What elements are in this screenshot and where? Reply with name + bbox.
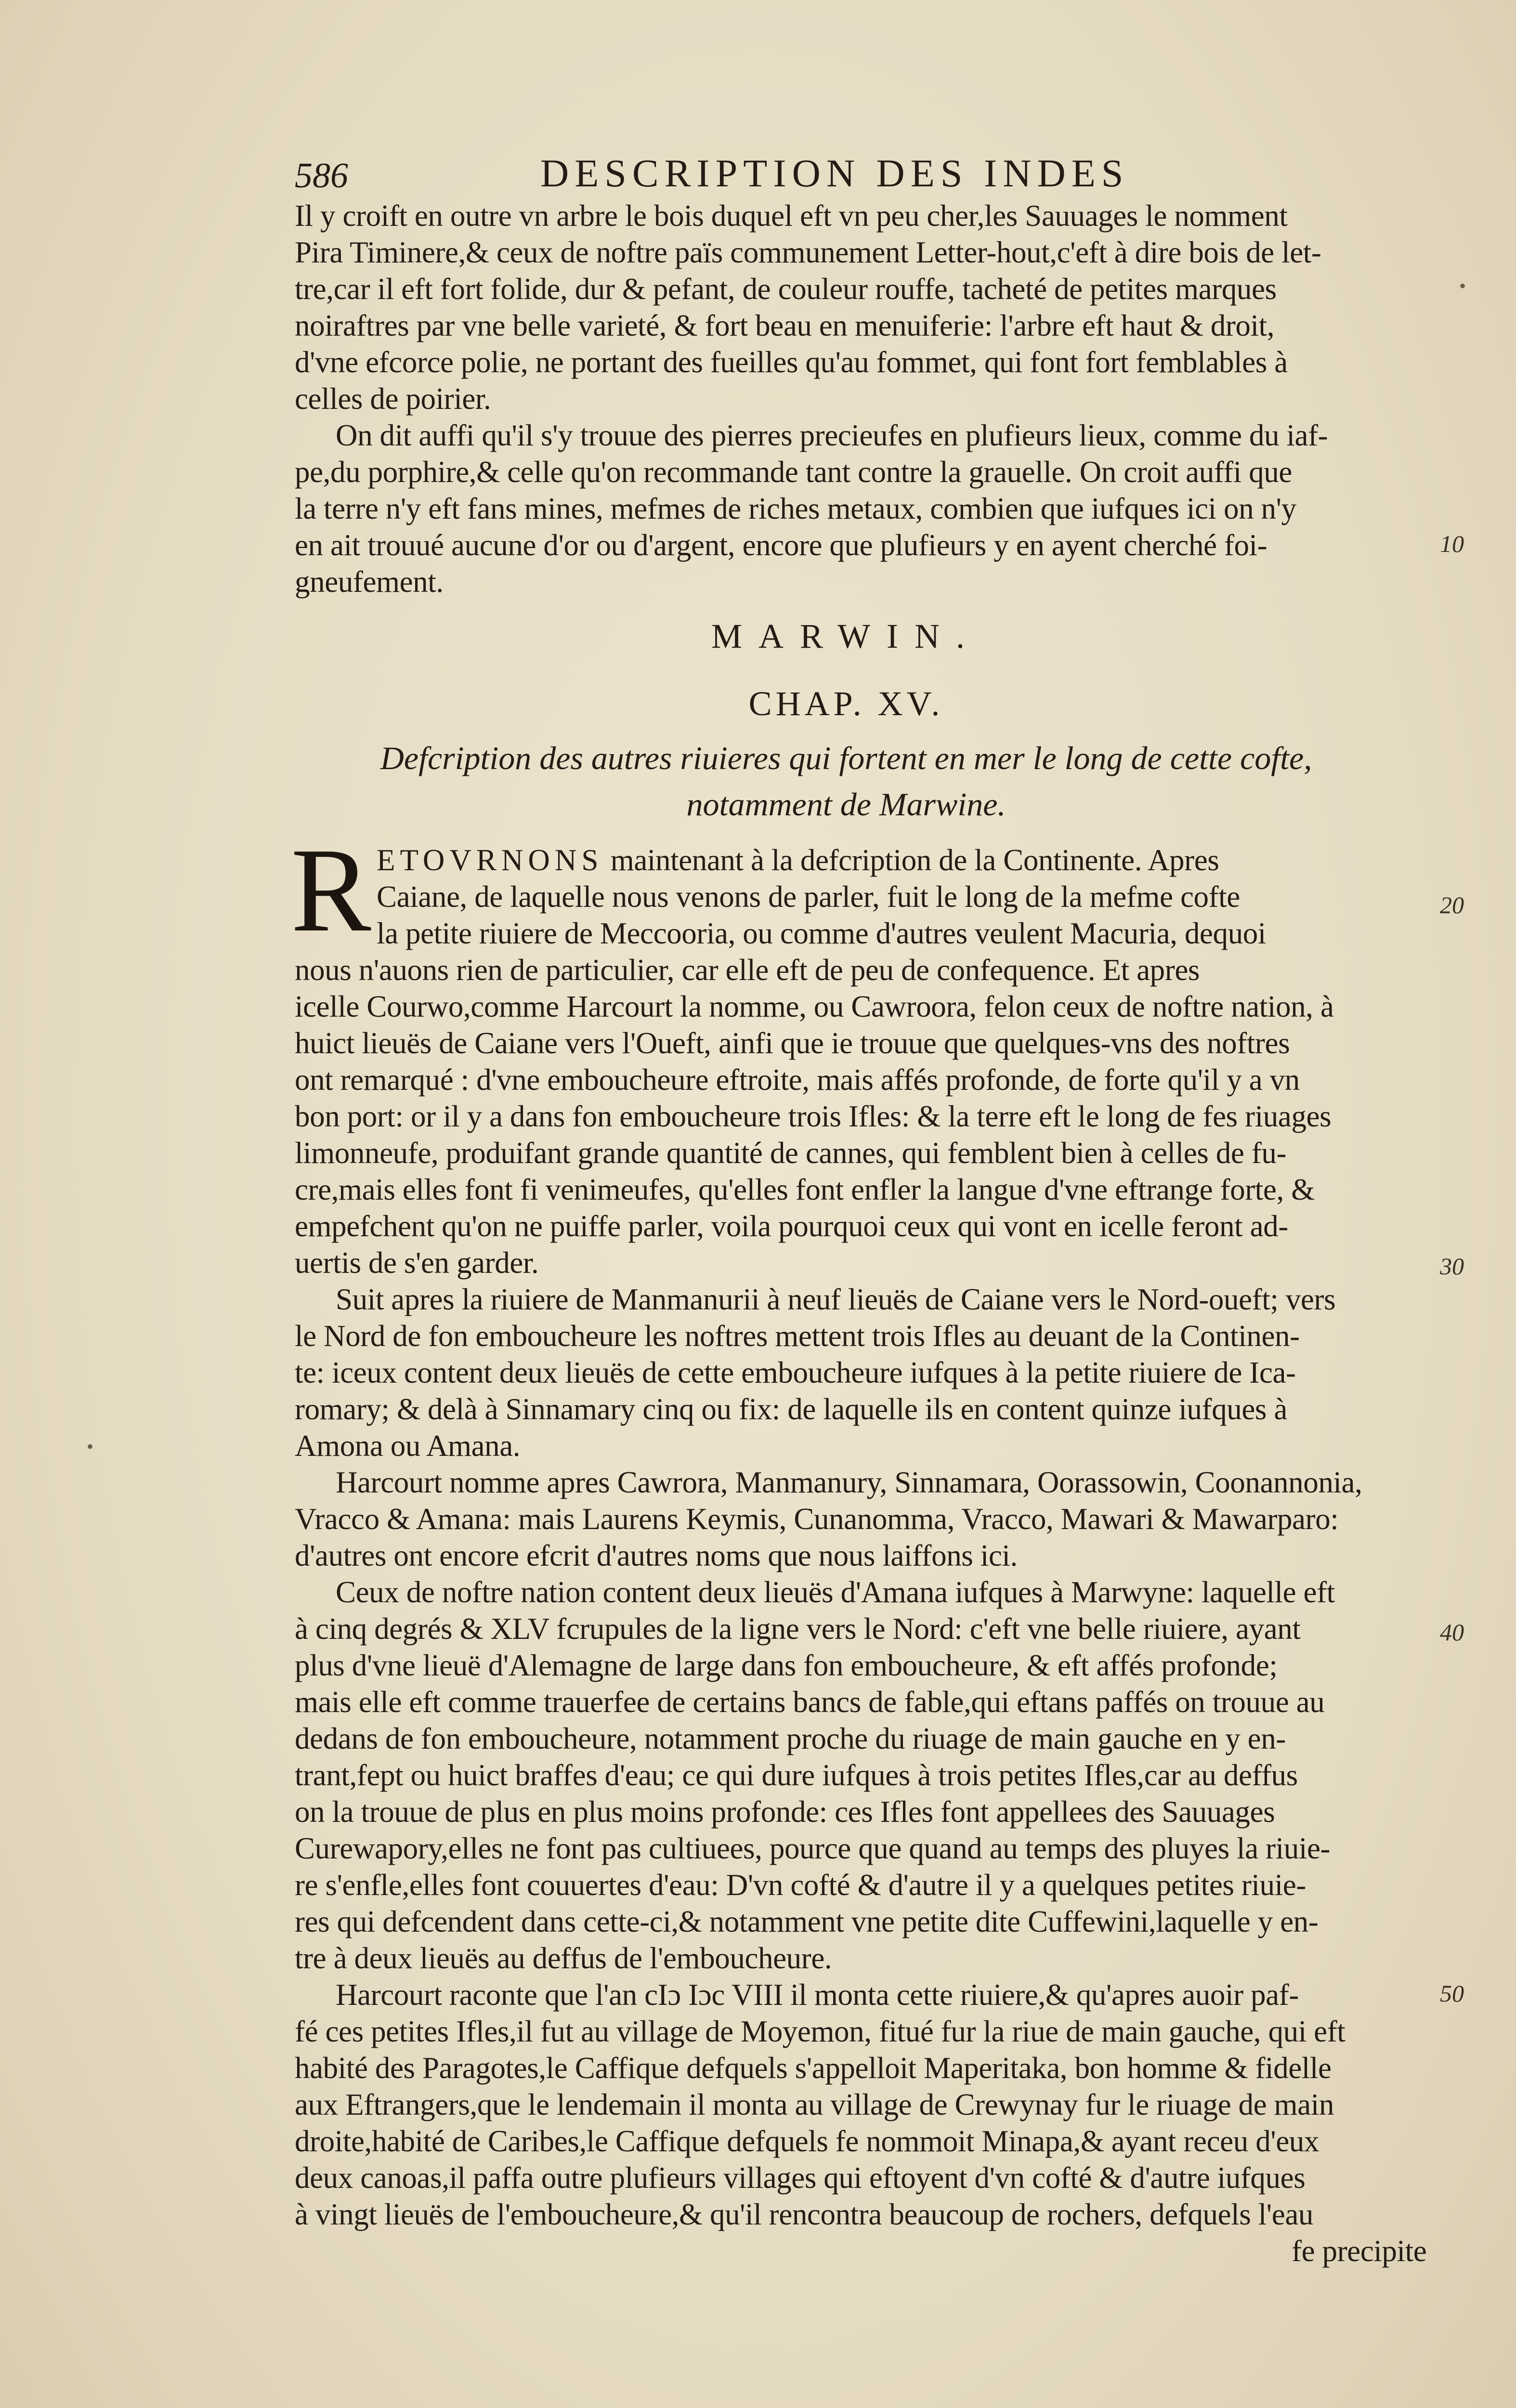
text-line — [295, 842, 1479, 878]
text-line: aux Eftrangers,que le lendemain il monta au village de Crewynay fur le riuage de main — [295, 2088, 1334, 2121]
text-line: ont remarqué : d'vne emboucheure eftroite, mais affés profonde, de forte qu'il y a vn — [295, 1063, 1300, 1097]
text-line: celles de poirier. — [295, 382, 491, 416]
paragraph-7 — [295, 1976, 1479, 2233]
text-line: mais elle eft comme trauerfee de certains bancs de fable,qui eftans paffés on trouue au — [295, 1685, 1325, 1719]
text-line: deux canoas,il paffa outre plufieurs villages qui eftoyent d'vn cofté & d'autre iufques — [295, 2161, 1306, 2195]
text-line: te: iceux content deux lieuës de cette emboucheure iufques à la petite riuiere de Ica- — [295, 1356, 1296, 1389]
catchword: fe precipite — [1292, 2234, 1427, 2268]
paragraph-1 — [295, 197, 1479, 417]
margin-line-number: 20 — [1440, 891, 1464, 918]
text-line: Caiane, de laquelle nous venons de parler, fuit le long de la mefme cofte — [377, 880, 1240, 914]
chapter-number: CHAP. XV. — [748, 684, 944, 723]
chapter-subtitle-line: notamment de Marwine. — [686, 786, 1006, 823]
text-line: d'autres ont encore efcrit d'autres noms que nous laiffons ici. — [295, 1539, 1018, 1572]
folio-number: 586 — [295, 156, 348, 196]
text-line: en ait trouué aucune d'or ou d'argent, encore que plufieurs y en ayent cherché foi- — [295, 528, 1268, 562]
paragraph-5 — [295, 1464, 1479, 1574]
margin-line-number: 10 — [1440, 530, 1464, 557]
paragraph-2 — [295, 417, 1479, 600]
text-line: cre,mais elles font fi venimeufes, qu'elles font enfler la langue d'vne eftrange forte, & — [295, 1173, 1315, 1206]
text-line: fé ces petites Ifles,il fut au village de Moyemon, fitué fur la riue de main gauche, qui eft — [295, 2015, 1346, 2048]
text-line: tre,car il eft fort folide, dur & pefant, de couleur rouffe, tacheté de petites marques — [295, 272, 1277, 306]
text-line: Ceux de noftre nation content deux lieuës d'Amana iufques à Marwyne: laquelle eft — [336, 1575, 1335, 1609]
text-line: romary; & delà à Sinnamary cinq ou fix: de laquelle ils en content quinze iufques à — [295, 1392, 1287, 1426]
text-line: nous n'auons rien de particulier, car elle eft de peu de confequence. Et apres — [295, 953, 1200, 987]
text-line: trant,fept ou huict braffes d'eau; ce qui dure iufques à trois petites Ifles,car au deffus — [295, 1758, 1298, 1792]
margin-line-number: 50 — [1440, 1980, 1464, 2007]
ink-speck-icon: • — [87, 1436, 94, 1457]
text-line: pe,du porphire,& celle qu'on recommande tant contre la grauelle. On croit auffi que — [295, 455, 1292, 489]
text-line: Curewapory,elles ne font pas cultiuees, pource que quand au temps des pluyes la riuie- — [295, 1832, 1331, 1865]
text-line: Suit apres la riuiere de Manmanurii à neuf lieuës de Caiane vers le Nord-oueft; vers — [336, 1283, 1336, 1316]
text-line: Vracco & Amana: mais Laurens Keymis, Cunanomma, Vracco, Mawari & Mawarparo: — [295, 1502, 1339, 1536]
text-line: Il y croift en outre vn arbre le bois duquel eft vn peu cher,les Sauuages le nomment — [295, 199, 1288, 233]
text-line: habité des Paragotes,le Caffique defquels s'appelloit Maperitaka, bon homme & fidelle — [295, 2051, 1332, 2085]
text-line: noiraftres par vne belle varieté, & fort beau en menuiferie: l'arbre eft haut & droit, — [295, 309, 1275, 342]
lead-in-text: ETOVRNONS — [377, 843, 603, 877]
paragraph-3 — [291, 824, 1479, 1281]
text-line-rest: maintenant à la defcription de la Continente. Apres — [603, 843, 1219, 877]
text-line: Harcourt raconte que l'an cIɔ Iɔc VIII il monta cette riuiere,& qu'apres auoir paf- — [336, 1978, 1299, 2012]
text-line: dedans de fon emboucheure, notamment proche du riuage de main gauche en y en- — [295, 1722, 1286, 1755]
text-line: Pira Timinere,& ceux de noftre païs communement Letter-hout,c'eft à dire bois de let- — [295, 236, 1321, 269]
text-line: uertis de s'en garder. — [295, 1246, 539, 1280]
page-header — [295, 147, 1219, 200]
chapter-subtitle-line: Defcription des autres riuieres qui fortent en mer le long de cette cofte, — [380, 740, 1312, 776]
text-line: bon port: or il y a dans fon emboucheure trois Ifles: & la terre eft le long de fes riuages — [295, 1099, 1332, 1133]
paragraph-6 — [295, 1574, 1479, 1976]
text-line: à vingt lieuës de l'emboucheure,& qu'il rencontra beaucoup de rochers, defquels l'eau — [295, 2198, 1313, 2231]
text-line: huict lieuës de Caiane vers l'Oueft, ainfi que ie trouue que quelques-vns des noftres — [295, 1026, 1290, 1060]
text-line: gneufement. — [295, 565, 444, 599]
text-line: empefchent qu'on ne puiffe parler, voila pourquoi ceux qui vont en icelle feront ad- — [295, 1209, 1288, 1243]
margin-line-number: 40 — [1440, 1619, 1464, 1646]
text-line: droite,habité de Caribes,le Caffique defquels fe nommoit Minapa,& ayant receu d'eux — [295, 2124, 1320, 2158]
text-line: icelle Courwo,comme Harcourt la nomme, ou Cawroora, felon ceux de noftre nation, à — [295, 990, 1334, 1023]
text-line: le Nord de fon emboucheure les noftres mettent trois Ifles au deuant de la Continen- — [295, 1319, 1300, 1353]
text-line: Harcourt nomme apres Cawrora, Manmanury, Sinnamara, Oorassowin, Coonannonia, — [336, 1466, 1362, 1499]
text-line: res qui defcendent dans cette-ci,& notamment vne petite dite Cuffewini,laquelle y en- — [295, 1905, 1319, 1938]
text-line: d'vne efcorce polie, ne portant des fueilles qu'au fommet, qui font fort femblables à — [295, 345, 1288, 379]
text-line: on la trouue de plus en plus moins profonde: ces Ifles font appellees des Sauuages — [295, 1795, 1275, 1829]
margin-line-number: 30 — [1440, 1253, 1464, 1280]
running-title: DESCRIPTION DES INDES — [540, 151, 1129, 195]
text-line: la petite riuiere de Meccooria, ou comme d'autres veulent Macuria, dequoi — [377, 916, 1266, 950]
section-title: MARWIN. — [711, 617, 981, 655]
text-line: tre à deux lieuës au deffus de l'emboucheure. — [295, 1941, 832, 1975]
text-line: la terre n'y eft fans mines, mefmes de riches metaux, combien que iufques ici on n'y — [295, 492, 1296, 525]
text-line: re s'enfle,elles font couuertes d'eau: D'vn cofté & d'autre il y a quelques petites riuie- — [295, 1868, 1306, 1902]
body-text — [291, 197, 1479, 2269]
text-line: plus d'vne lieuë d'Alemagne de large dans fon emboucheure, & eft affés profonde; — [295, 1649, 1278, 1682]
paragraph-4 — [295, 1281, 1479, 1464]
text-line: limonneufe, produifant grande quantité de cannes, qui femblent bien à celles de fu- — [295, 1136, 1287, 1170]
ink-speck-icon: • — [1459, 275, 1466, 297]
text-line: Amona ou Amana. — [295, 1429, 521, 1463]
text-line: On dit auffi qu'il s'y trouue des pierres precieufes en plufieurs lieux, comme du iaf- — [336, 419, 1328, 452]
text-line: à cinq degrés & XLV fcrupules de la ligne vers le Nord: c'eft vne belle riuiere, ayant — [295, 1612, 1301, 1646]
drop-capital: R — [291, 824, 371, 957]
